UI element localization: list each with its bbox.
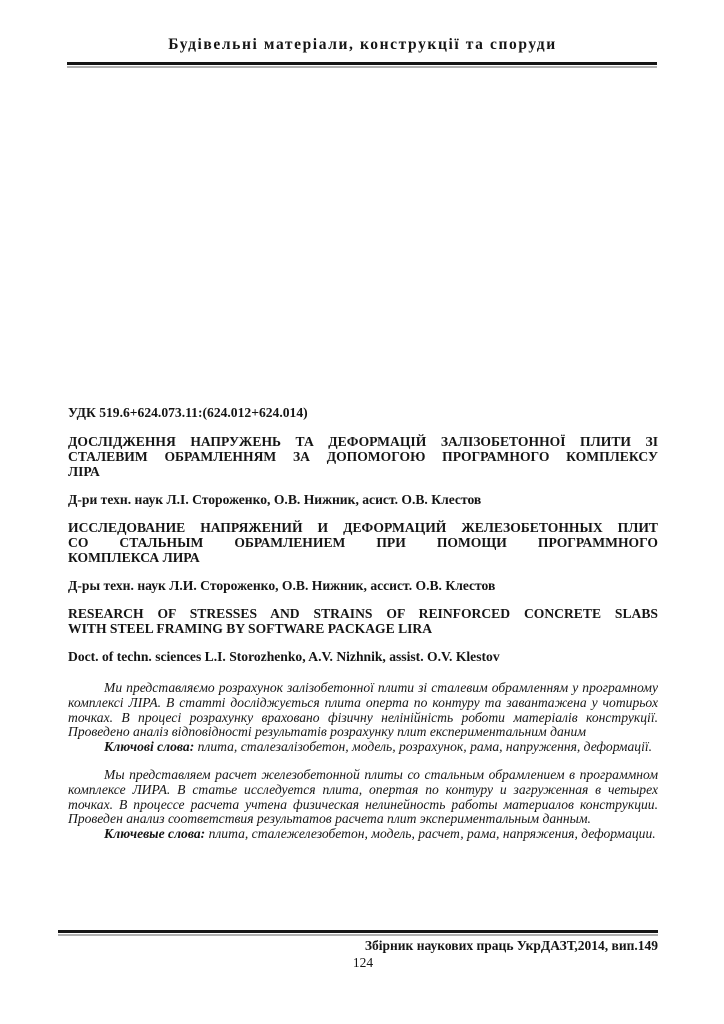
keywords-uk-label: Ключові слова: <box>104 739 195 755</box>
article-title-en <box>68 606 658 636</box>
footer-rule-thin-line <box>58 934 658 936</box>
keywords-uk-text: плита, сталезалізобетон, модель, розрахунок, рама, напруження, деформації. <box>194 739 653 755</box>
article-title-uk <box>68 434 658 479</box>
proceedings-note: Збірник наукових праць УкрДАЗТ,2014, вип.149 <box>364 938 658 953</box>
authors-uk: Д-ри техн. наук Л.І. Стороженко, О.В. Нижник, асист. О.В. Клестов <box>68 492 482 507</box>
article-title-ru <box>68 520 658 565</box>
article-title-ru-line: ИССЛЕДОВАНИЕ НАПРЯЖЕНИЙ И ДЕФОРМАЦИЙ ЖЕЛЕЗОБЕТОННЫХ ПЛИТ <box>68 520 658 535</box>
udc-code: УДК 519.6+624.073.11:(624.012+624.014) <box>68 405 308 420</box>
abstract-uk: Ми представляємо розрахунок залізобетонної плити зі сталевим обрамленням у програмному комплексі ЛІРА. В статті досліджується плита оперта по контуру та завантажена у чотирьох точках. В процесі розрахунку враховано фізичну нелінійність роботи матеріалів конструкції. Проведено аналіз відповідності результатів розрахунку плит експериментальним даним <box>68 680 658 740</box>
keywords-ru-label: Ключевые слова: <box>104 826 206 842</box>
article-title-ru-line: КОМПЛЕКСА ЛИРА <box>68 550 200 565</box>
authors-en: Doct. of techn. sciences L.I. Storozhenko, A.V. Nizhnik, assist. O.V. Klestov <box>68 649 500 664</box>
article-front-matter <box>68 405 658 855</box>
article-title-en-line: RESEARCH OF STRESSES AND STRAINS OF REINFORCED CONCRETE SLABS <box>68 606 658 621</box>
authors-ru: Д-ры техн. наук Л.И. Стороженко, О.В. Нижник, ассист. О.В. Клестов <box>68 578 496 593</box>
article-title-ru-line: СО СТАЛЬНЫМ ОБРАМЛЕНИЕМ ПРИ ПОМОЩИ ПРОГРАММНОГО <box>68 535 658 550</box>
header-rule-thick-line <box>67 62 657 65</box>
abstract-ru: Мы представляем расчет железобетонной плиты со стальным обрамлением в программном комплексе ЛИРА. В статье исследуется плита, опертая по контуру и загруженная в четырех точках. В процессе расчета учтена физическая нелинейность работы материалов конструкции. Проведен анализ соответствия результатов расчета плит экспериментальным данным. <box>68 766 658 827</box>
footer-rule <box>58 930 658 936</box>
header-rule <box>67 62 657 68</box>
article-title-uk-line: ЛІРА <box>68 464 100 479</box>
keywords-uk <box>68 740 658 755</box>
keywords-ru <box>68 827 658 842</box>
article-title-uk-line: ДОСЛІДЖЕННЯ НАПРУЖЕНЬ ТА ДЕФОРМАЦІЙ ЗАЛІЗОБЕТОННОЇ ПЛИТИ ЗІ <box>68 434 658 449</box>
running-head: Будівельні матеріали, конструкції та споруди <box>168 36 557 53</box>
header-rule-thin-line <box>67 66 657 68</box>
article-title-en-line: WITH STEEL FRAMING BY SOFTWARE PACKAGE LIRA <box>68 621 433 636</box>
footer-rule-thick-line <box>58 930 658 933</box>
page-number: 124 <box>352 955 374 970</box>
article-title-uk-line: СТАЛЕВИМ ОБРАМЛЕННЯМ ЗА ДОПОМОГОЮ ПРОГРАМНОГО КОМПЛЕКСУ <box>68 449 658 464</box>
keywords-ru-text: плита, сталежелезобетон, модель, расчет, рама, напряжения, деформации. <box>205 826 656 842</box>
